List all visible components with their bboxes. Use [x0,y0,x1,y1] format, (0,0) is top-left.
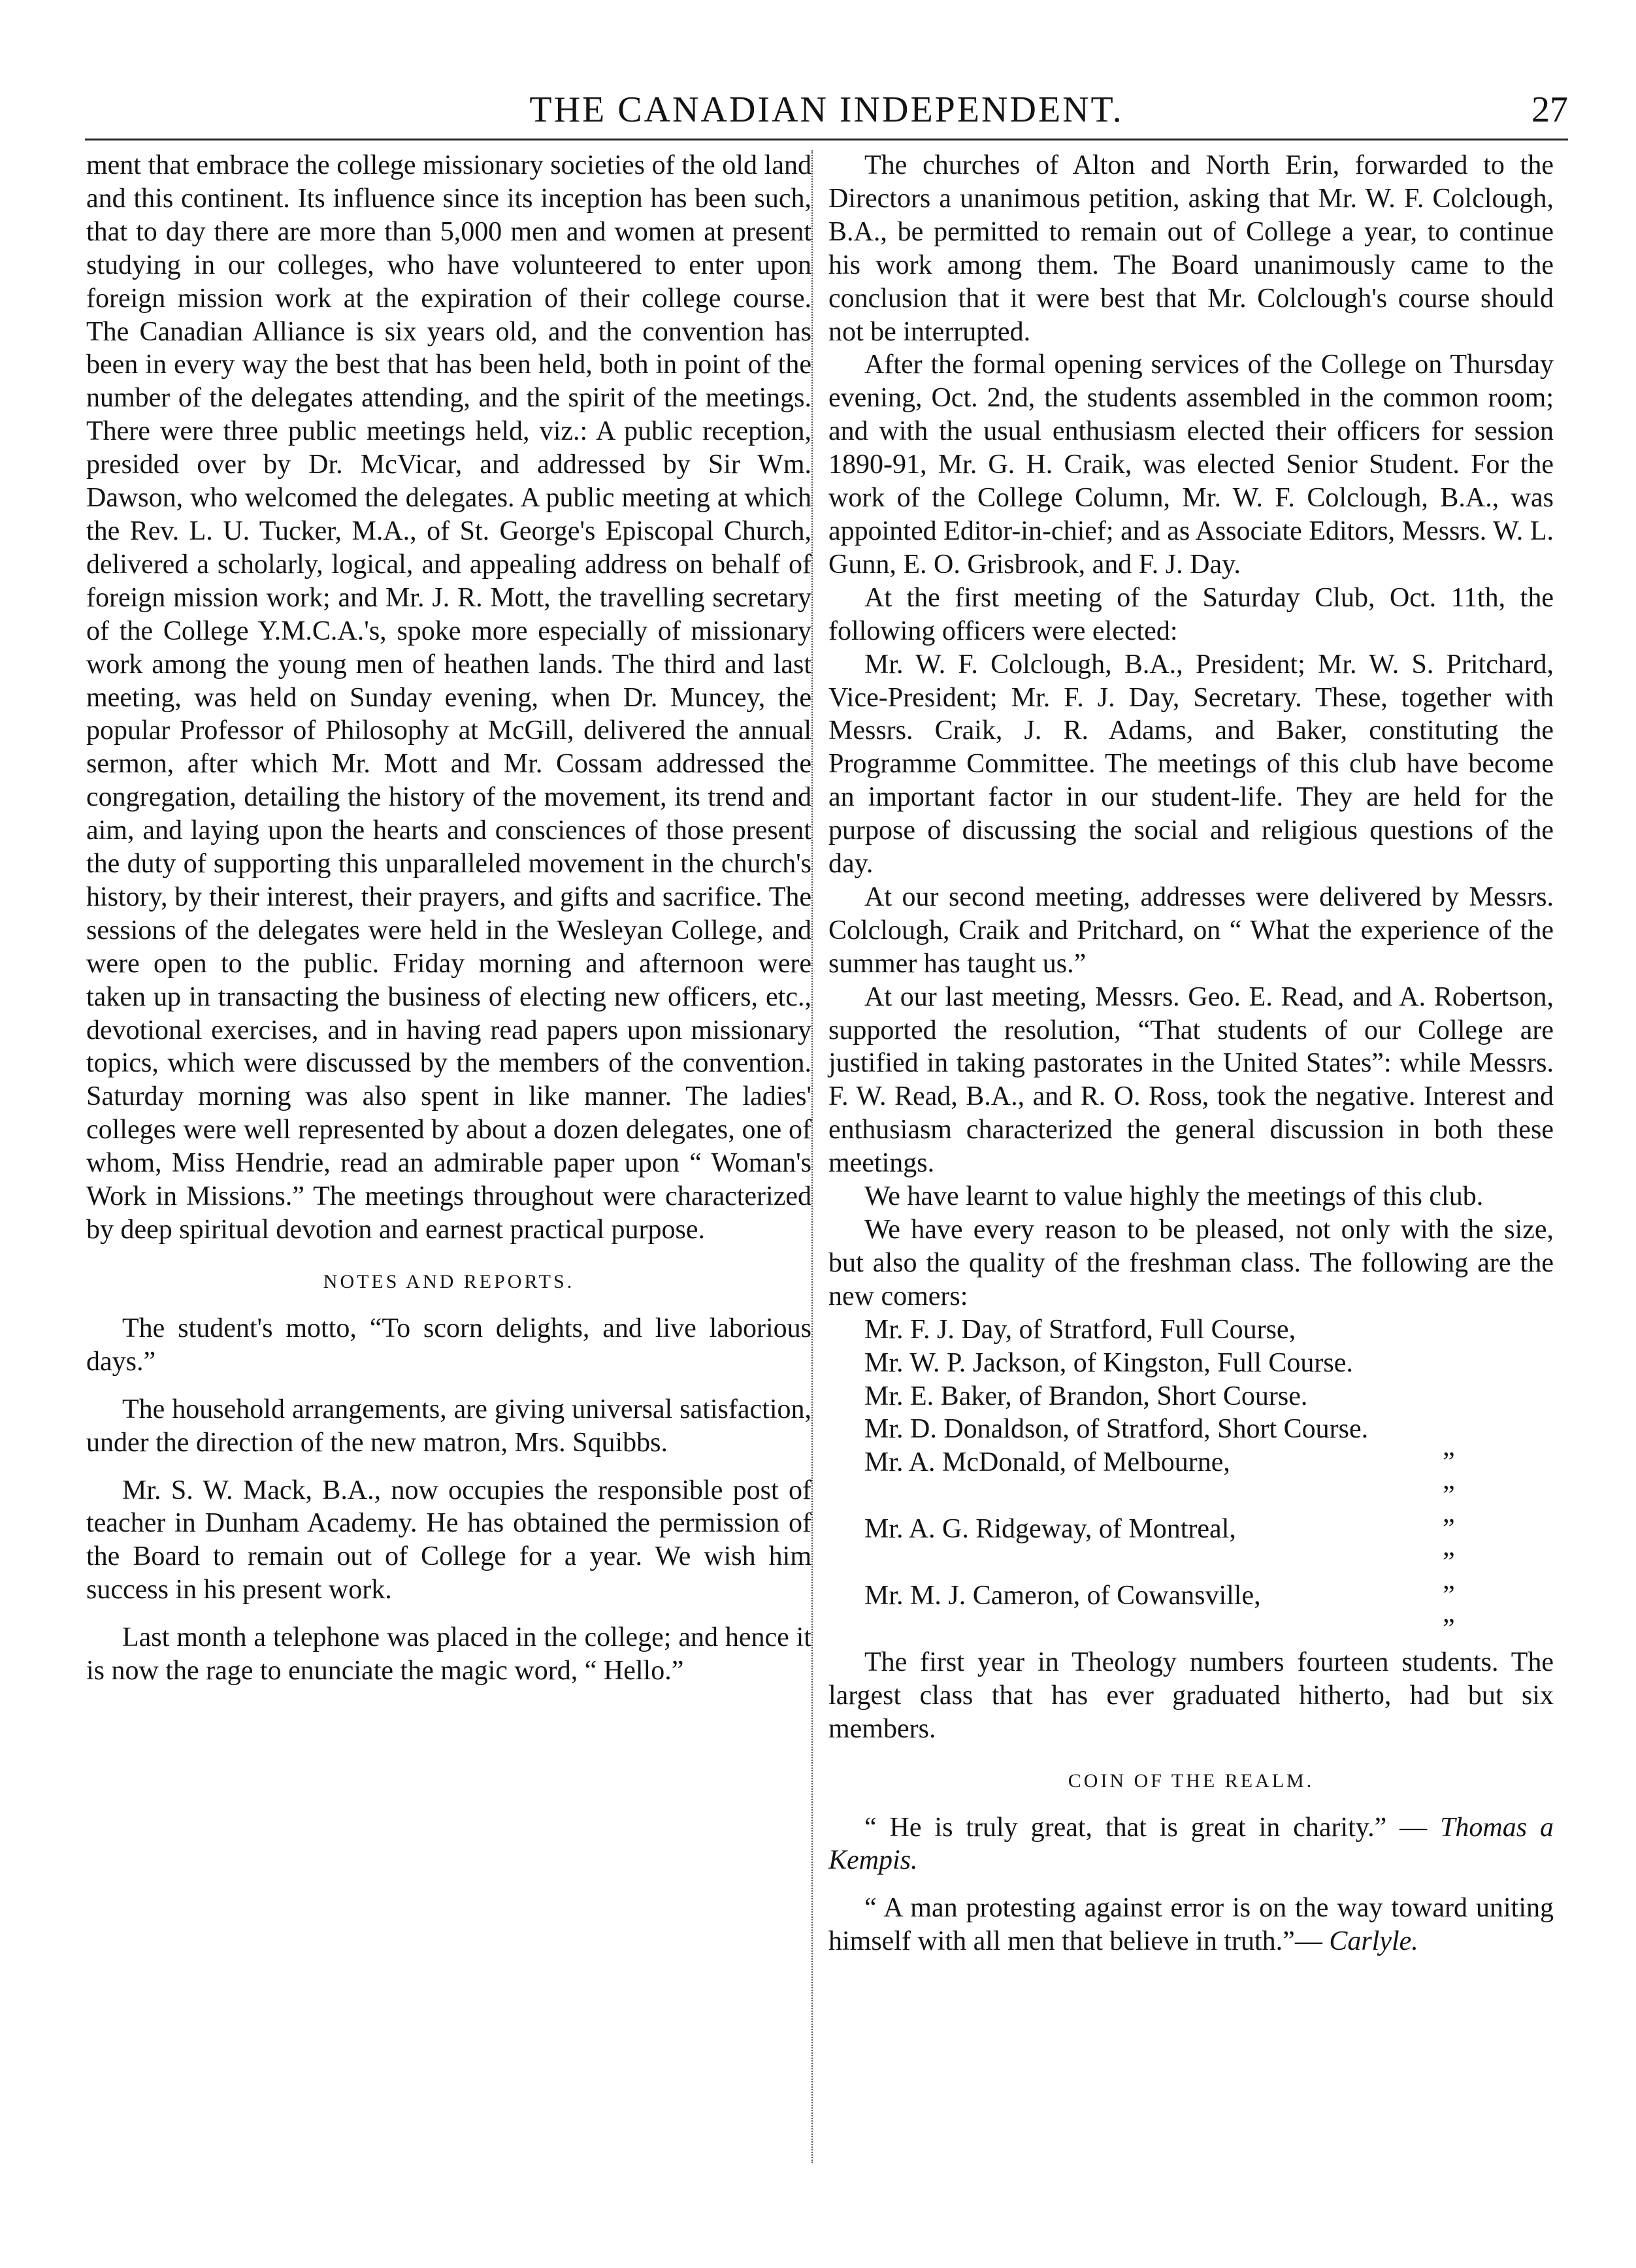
quote-author: Carlyle. [1329,1926,1418,1957]
roster-name: Mr. A. G. Ridgeway, of Montreal, [864,1514,1236,1545]
page-header [85,84,1568,136]
left-column [86,149,811,1688]
section-heading-coin: COIN OF THE REALM. [1068,1769,1315,1792]
column-divider [811,150,813,2163]
roster-name: Mr. F. J. Day, of Stratford, Full Course, [864,1314,1296,1345]
freshman-roster [828,1313,1554,1646]
article-paragraph: We have learnt to value highly the meetings of this club. [864,1181,1484,1212]
roster-name: Mr. W. P. Jackson, of Kingston, Full Course. [864,1347,1353,1378]
quote-paragraph [828,1892,1554,1958]
quote-paragraph [828,1811,1554,1878]
quote-text: “ A man protesting against error is on the way toward uniting himself with all men that believe in truth.”— [828,1893,1554,1957]
roster-entry [828,1347,1554,1380]
roster-ditto-marks [1443,1347,1554,1380]
article-paragraph: At our second meeting, addresses were delivered by Messrs. Colclough, Craik and Pritchard, on “ What the experience of the summer has taught us.” [828,881,1554,979]
roster-ditto-marks [1443,1413,1554,1446]
article-paragraph: ment that embrace the college missionary societies of the old land and this continent. Its influence since its inception has been such, that to day there are more than 5,000 men and women at present studying in our colleges, who have volunteered to enter upon foreign mission work at the expiration of their college course. The Canadian Alliance is six years old, and the convention has been in every way the best that has been held, both in point of the number of the delegates attending, and the spirit of the meetings. There were three public meetings held, viz.: A public reception, presided over by Dr. McVicar, and addressed by Sir Wm. Dawson, who welcomed the delegates. A public meeting at which the Rev. L. U. Tucker, M.A., of St. George's Episcopal Church, delivered a scholarly, logical, and appealing address on behalf of foreign mission work; and Mr. J. R. Mott, the travelling secretary of the College Y.M.C.A.'s, spoke more especially of missionary work among the young men of heathen lands. The third and last meeting, was held on Sunday evening, when Dr. Muncey, the popular Professor of Philosophy at McGill, delivered the annual sermon, after which Mr. Mott and Mr. Cossam addressed the congregation, detailing the history of the movement, its trend and aim, and laying upon the hearts and consciences of those present the duty of supporting this unparalleled movement in the church's history, by their interest, their prayers, and gifts and sacrifice. The sessions of the delegates were held in the Wesleyan College, and were open to the public. Friday morning and afternoon were taken up in transacting the business of electing new officers, etc., devotional exercises, and in having read papers upon missionary topics, which were discussed by the members of the convention. Saturday morning was also spent in like manner. The ladies' colleges were well represented by about a dozen delegates, one of whom, Miss Hendrie, read an admirable paper upon “ Woman's Work in Missions.” The meetings throughout were characterized by deep spiritual devotion and earnest practical purpose. [86,150,811,1245]
roster-entry [828,1579,1554,1646]
article-paragraph: At the first meeting of the Saturday Club, Oct. 11th, the following officers were elected: [828,582,1554,646]
article-paragraph: Mr. W. F. Colclough, B.A., President; Mr. W. S. Pritchard, Vice-President; Mr. F. J. Day, Secretary. These, together with Messrs. Craik, J. R. Adams, and Baker, constituting the Programme Committee. The meetings of this club have become an important factor in our student-life. They are held for the purpose of discussing the social and religious questions of the day. [828,649,1554,879]
article-paragraph: At our last meeting, Messrs. Geo. E. Read, and A. Robertson, supported the resolution, “That students of our College are justified in taking pastorates in the United States”: while Messrs. F. W. Read, B.A., and R. O. Ross, took the negative. Interest and enthusiasm characterized the general discussion in both these meetings. [828,981,1554,1179]
roster-ditto-marks [1443,1313,1554,1347]
note-paragraph: Last month a telephone was placed in the college; and hence it is now the rage to enunciate the magic word, “ Hello.” [86,1622,811,1686]
roster-name: Mr. A. McDonald, of Melbourne, [864,1447,1230,1478]
roster-entry [828,1513,1554,1579]
roster-name: Mr. E. Baker, of Brandon, Short Course. [864,1381,1308,1411]
publication-title: THE CANADIAN INDEPENDENT. [529,90,1124,130]
roster-entry [828,1313,1554,1347]
roster-name: Mr. M. J. Cameron, of Cowansville, [864,1580,1261,1611]
roster-entry [828,1446,1554,1513]
roster-entry [828,1413,1554,1446]
page-number: 27 [1531,90,1568,130]
header-rule [85,139,1568,140]
note-paragraph: Mr. S. W. Mack, B.A., now occupies the responsible post of teacher in Dunham Academy. He has obtained the permission of the Board to remain out of College for a year. We wish him success in his present work. [86,1475,811,1605]
note-paragraph: The student's motto, “To scorn delights, and live laborious days.” [86,1313,811,1377]
section-heading-notes: NOTES AND REPORTS. [323,1270,575,1292]
article-paragraph: The churches of Alton and North Erin, forwarded to the Directors a unanimous petition, asking that Mr. W. F. Colclough, B.A., be permitted to remain out of College a year, to continue his work among them. The Board unanimously came to the conclusion that it were best that Mr. Colclough's course should not be interrupted. [828,150,1554,347]
roster-ditto-marks: ” ” [1443,1514,1494,1578]
right-column [828,149,1554,1958]
article-paragraph: The first year in Theology numbers fourteen students. The largest class that has ever graduated hitherto, had but six members. [828,1647,1554,1744]
quote-text: “ He is truly great, that is great in charity.” — [864,1812,1428,1843]
article-paragraph: We have every reason to be pleased, not only with the size, but also the quality of the freshman class. The following are the new comers: [828,1215,1554,1311]
note-paragraph: The household arrangements, are giving universal satisfaction, under the direction of the new matron, Mrs. Squibbs. [86,1394,811,1458]
roster-ditto-marks: ” ” [1443,1447,1494,1511]
article-paragraph: After the formal opening services of the College on Thursday evening, Oct. 2nd, the students assembled in the common room; and with the usual enthusiasm elected their officers for session 1890-91, Mr. G. H. Craik, was elected Senior Student. For the work of the College Column, Mr. W. F. Colclough, B.A., was appointed Editor-in-chief; and as Associate Editors, Messrs. W. L. Gunn, E. O. Grisbrook, and F. J. Day. [828,350,1554,580]
roster-name: Mr. D. Donaldson, of Stratford, Short Course. [864,1414,1369,1445]
roster-entry [828,1380,1554,1413]
roster-ditto-marks [1443,1380,1554,1413]
quote-author: Thomas a Kempis. [828,1812,1554,1876]
roster-ditto-marks: ” ” [1443,1580,1494,1644]
